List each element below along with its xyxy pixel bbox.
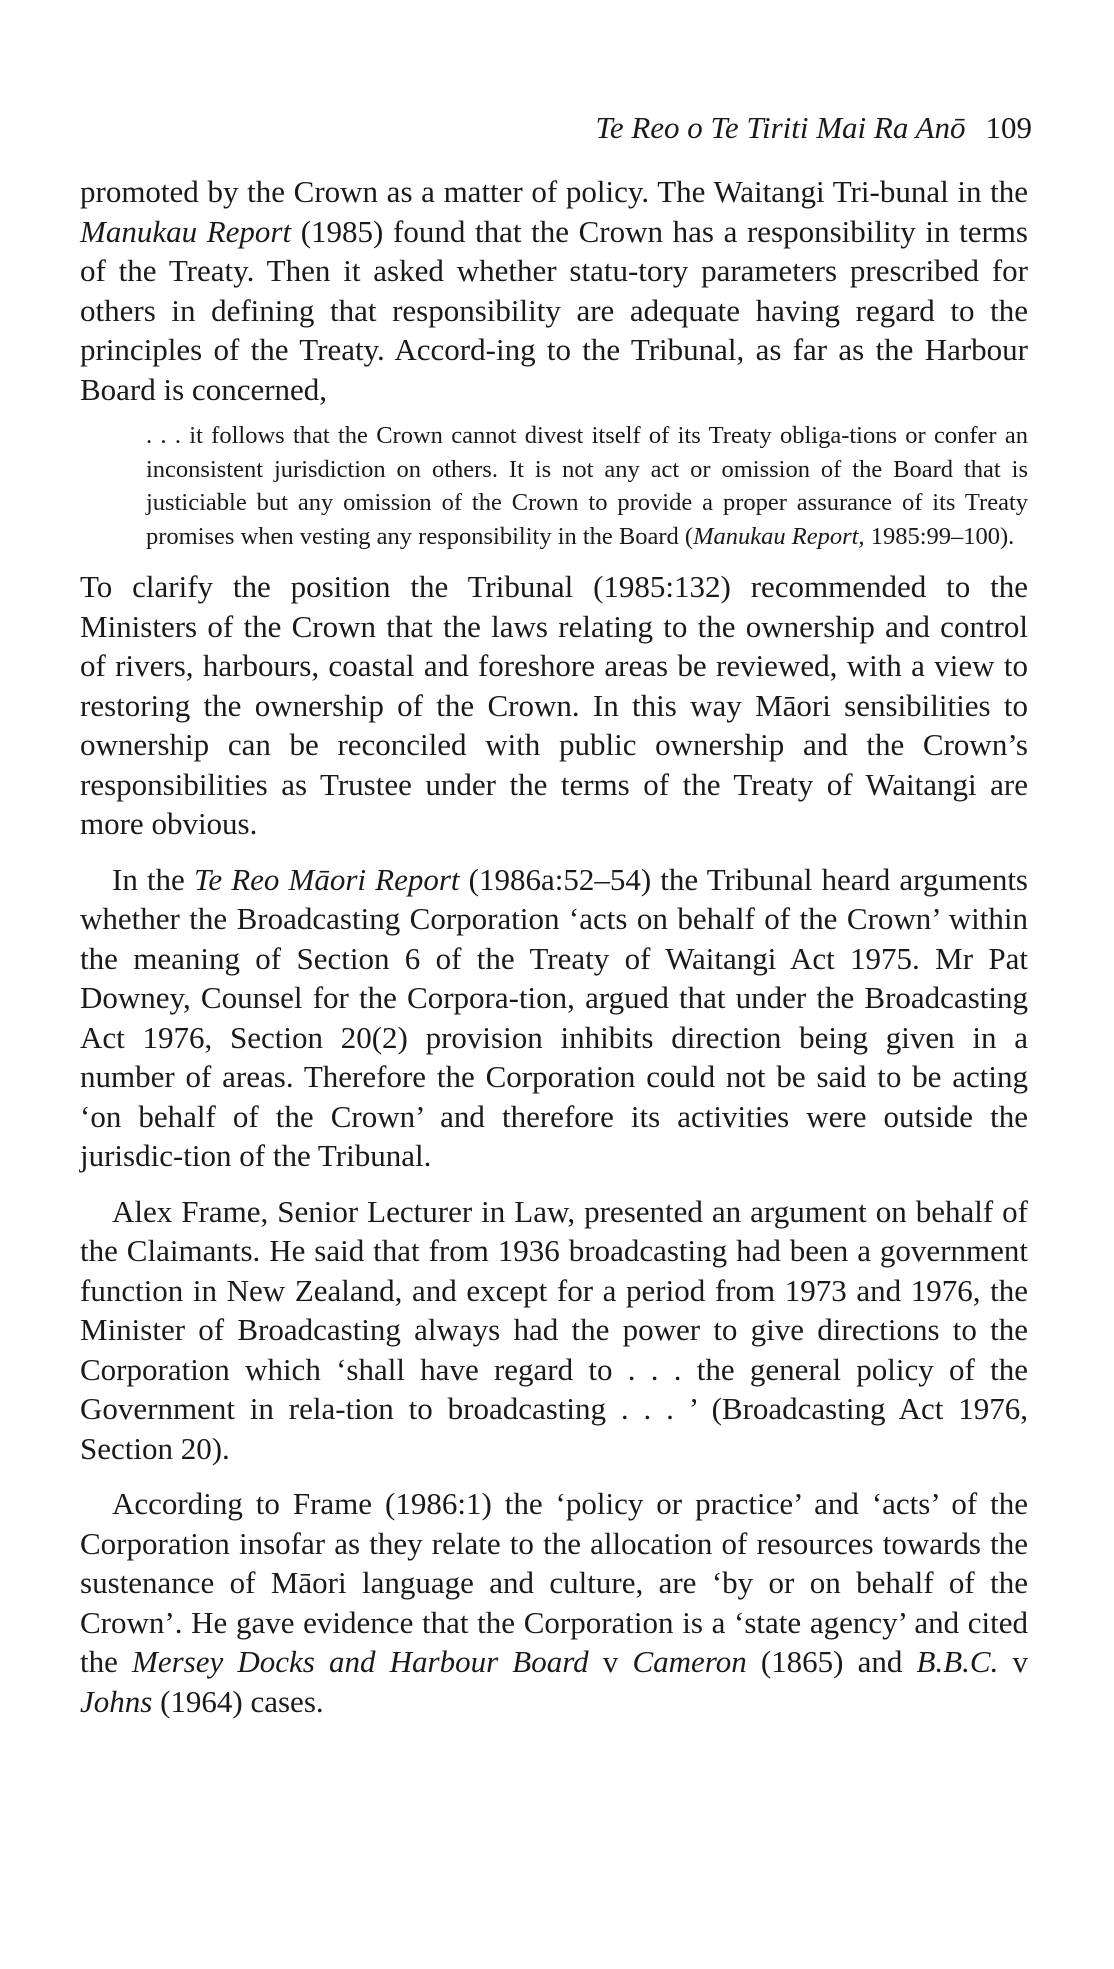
paragraph-2-text: To clarify the position the Tribunal (1985:132) recommended to the Ministers of the Crown that the laws relating to the ownership and control of rivers, harbours, coastal and foreshore areas be reviewed, with a view to restoring the ownership of the Crown. In this way Māori sensibilities to ownership can be reconciled with public ownership and the Crown’s responsibilities as Trustee under the terms of the Treaty of Waitangi are more obvious. (80, 569, 1028, 841)
paragraph-5-citation-c: B.B.C. (916, 1644, 999, 1679)
running-title: Te Reo o Te Tiriti Mai Ra Anō (595, 110, 966, 145)
paragraph-3 (80, 860, 1028, 1176)
paragraph-2 (80, 567, 1028, 844)
paragraph-5-citation-b: Cameron (632, 1644, 747, 1679)
paragraph-1 (80, 172, 1028, 409)
block-quote (146, 419, 1028, 553)
paragraph-5-text-d: v (998, 1644, 1029, 1679)
paragraph-3-text-b: (1986a:52–54) the Tribunal heard arguments whether the Broadcasting Corporation ‘acts on behalf of the Crown’ within the meaning of Section 6 of the Treaty of Waitangi Act 1975. Mr Pat Downey, Counsel for the Corpora-tion, argued that under the Broadcasting Act 1976, Section 20(2) provision inhibits direction being given in a number of areas. Therefore the Corporation could not be said to be acting ‘on behalf of the Crown’ and therefore its activities were outside the jurisdic-tion of the Tribunal. (80, 861, 1028, 1173)
quote-text-b: 1985:99–100). (864, 522, 1015, 550)
paragraph-5-text-e: (1964) cases. (152, 1683, 324, 1719)
paragraph-5-text-a: According to Frame (1986:1) the ‘policy or practice’ and ‘acts’ of the Corporation insofar as they relate to the allocation of resources towards the sustenance of Māori language and culture, are ‘by or on behalf of the Crown’. He gave evidence that the Corporation is a ‘state agency’ and cited the (80, 1486, 1028, 1679)
quote-text-a: . . . it follows that the Crown cannot divest itself of its Treaty obliga-tions or confer an inconsistent jurisdiction on others. It is not any act or omission of the Board that is justiciable but any omission of the Crown to provide a proper assurance of its Treaty promises when vesting any responsibility in the Board ( (146, 422, 1028, 550)
paragraph-1-text-b: (1985) found that the Crown has a responsibility in terms of the Treaty. Then it asked whether statu-tory parameters prescribed for others in defining that responsibility are adequate having regard to the principles of the Treaty. Accord-ing to the Tribunal, as far as the Harbour Board is concerned, (80, 213, 1028, 407)
page-number: 109 (985, 110, 1032, 145)
paragraph-1-citation: Manukau Report (80, 213, 292, 249)
paragraph-3-text-a: In the (112, 861, 194, 897)
running-header (595, 108, 1032, 148)
paragraph-3-citation: Te Reo Māori Report (193, 861, 460, 897)
paragraph-5-citation-a: Mersey Docks and Harbour Board (132, 1644, 589, 1679)
page-body (80, 172, 1028, 1721)
paragraph-4-text: Alex Frame, Senior Lecturer in Law, presented an argument on behalf of the Claimants. He said that from 1936 broadcasting had been a government function in New Zealand, and except for a period from 1973 and 1976, the Minister of Broadcasting always had the power to give directions to the Corporation which ‘shall have regard to . . . the general policy of the Government in rela-tion to broadcasting . . . ’ (Broadcasting Act 1976, Section 20). (80, 1193, 1028, 1466)
paragraph-4 (80, 1192, 1028, 1469)
paragraph-5 (80, 1484, 1028, 1721)
quote-citation: Manukau Report, (693, 522, 865, 550)
paragraph-5-citation-d: Johns (80, 1683, 153, 1719)
paragraph-5-text-c: (1865) and (746, 1644, 917, 1679)
paragraph-1-text-a: promoted by the Crown as a matter of policy. The Waitangi Tri-bunal in the (80, 174, 1028, 209)
paragraph-5-text-b: v (588, 1644, 633, 1679)
